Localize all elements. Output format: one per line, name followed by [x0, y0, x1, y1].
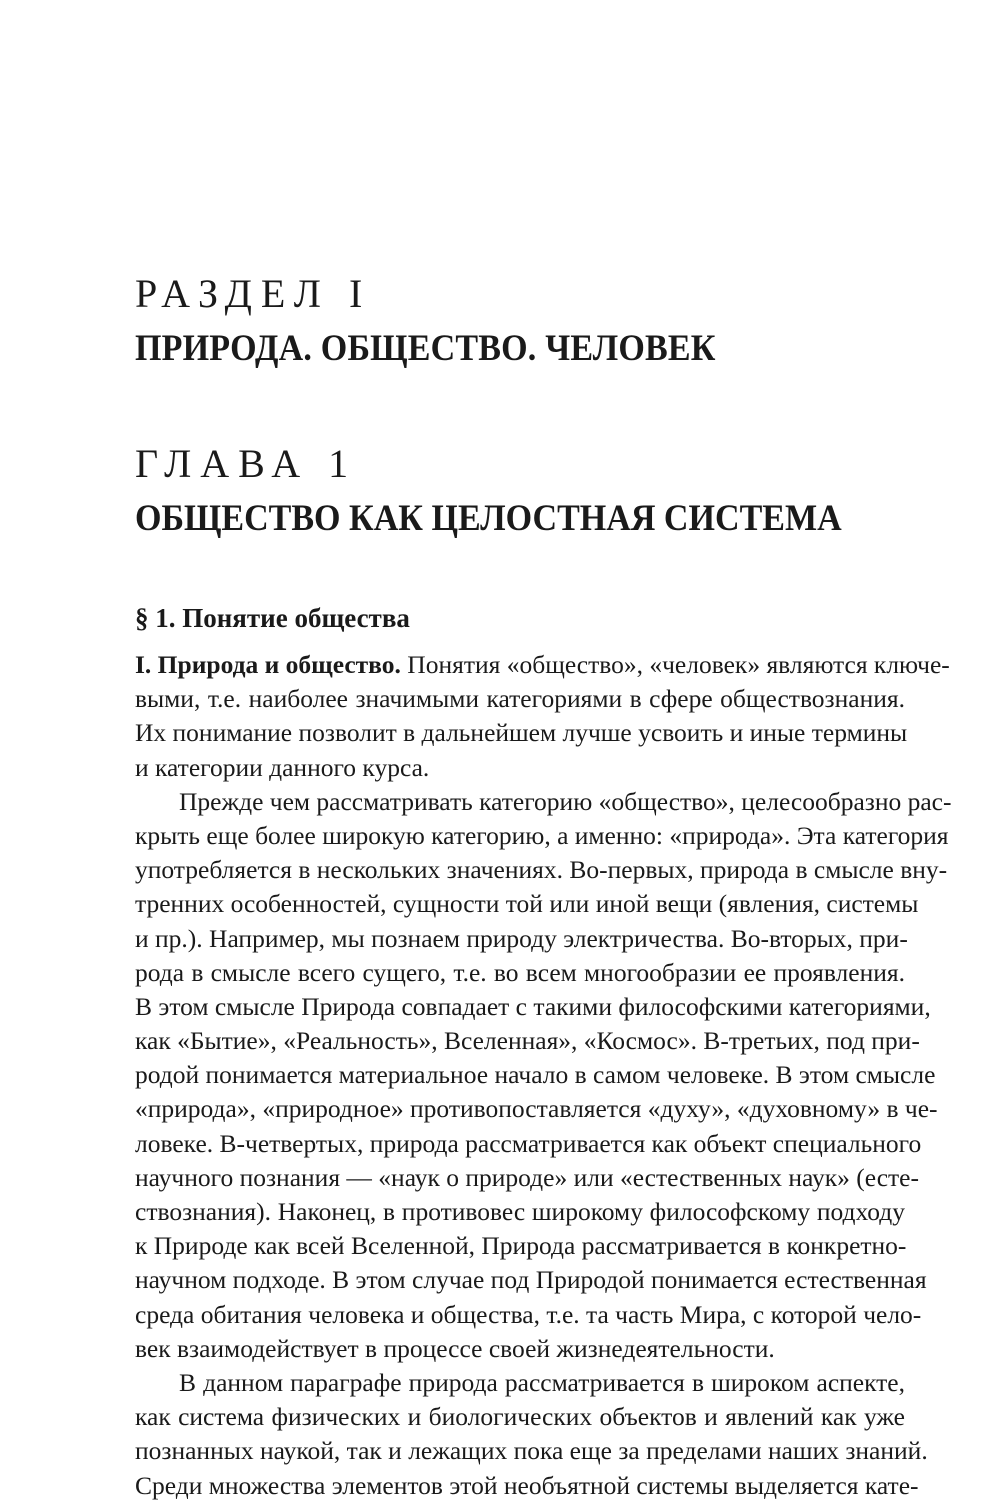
section-title: § 1. Понятие общества [135, 603, 410, 633]
paragraph-line: научном подходе. В этом случае под Природой понимается естественная [135, 1265, 927, 1295]
paragraph-line: ловеке. В-четвертых, природа рассматривается как объект специального [135, 1128, 922, 1158]
paragraph-line: крыть еще более широкую категорию, а именно: «природа». Эта категория [135, 820, 949, 850]
paragraph-line: «природа», «природное» противопоставляется «духу», «духовному» в че- [135, 1094, 938, 1124]
paragraph-3 [135, 1366, 928, 1503]
paragraph-line: и пр.). Например, мы познаем природу электричества. Во-вторых, при- [135, 923, 908, 953]
paragraph-line: Их понимание позволит в дальнейшем лучше усвоить и иные термины [135, 718, 908, 748]
chapter-label: ГЛАВА 1 [135, 441, 358, 486]
paragraph-line: родой понимается материальное начало в самом человеке. В этом смысле [135, 1060, 936, 1090]
part-label: РАЗДЕЛ I [135, 271, 372, 316]
paragraph-2 [135, 785, 952, 1366]
paragraph-line: В данном параграфе природа рассматривается в широком аспекте, [179, 1367, 905, 1397]
paragraph-line: как «Бытие», «Реальность», Вселенная», «Космос». В-третьих, под при- [135, 1026, 920, 1056]
body-text [135, 648, 952, 1503]
paragraph-line: тренних особенностей, сущности той или иной вещи (явления, системы [135, 889, 919, 919]
chapter-title: ОБЩЕСТВО КАК ЦЕЛОСТНАЯ СИСТЕМА [135, 498, 842, 539]
paragraph-line: Прежде чем рассматривать категорию «общество», целесообразно рас- [179, 786, 952, 816]
paragraph-line: познанных наукой, так и лежащих пока еще за пределами наших знаний. [135, 1436, 928, 1466]
part-title: ПРИРОДА. ОБЩЕСТВО. ЧЕЛОВЕК [135, 328, 716, 369]
paragraph-line: к Природе как всей Вселенной, Природа рассматривается в конкретно- [135, 1231, 907, 1261]
paragraph-line: выми, т.е. наиболее значимыми категориями в сфере обществознания. [135, 684, 905, 714]
paragraph-1 [135, 648, 950, 785]
paragraph-line [135, 648, 950, 682]
paragraph-line: и категории данного курса. [135, 752, 430, 782]
paragraph-line-text: Понятия «общество», «человек» являются ключе- [400, 650, 950, 679]
paragraph-lead: I. Природа и общество. [135, 650, 401, 679]
paragraph-line: рода в смысле всего сущего, т.е. во всем многообразии ее проявления. [135, 957, 905, 987]
paragraph-line: Среди множества элементов этой необъятной системы выделяется кате- [135, 1470, 919, 1500]
paragraph-line: употребляется в нескольких значениях. Во-первых, природа в смысле вну- [135, 855, 948, 885]
paragraph-line: как система физических и биологических объектов и явлений как уже [135, 1402, 905, 1432]
paragraph-line: ствознания). Наконец, в противовес широкому философскому подходу [135, 1197, 905, 1226]
paragraph-line: В этом смысле Природа совпадает с такими философскими категориями, [135, 991, 931, 1021]
paragraph-line: среда обитания человека и общества, т.е. та часть Мира, с которой чело- [135, 1299, 922, 1329]
paragraph-line: век взаимодействует в процессе своей жизнедеятельности. [135, 1333, 775, 1363]
paragraph-line: научного познания — «наук о природе» или «естественных наук» (есте- [135, 1162, 919, 1192]
